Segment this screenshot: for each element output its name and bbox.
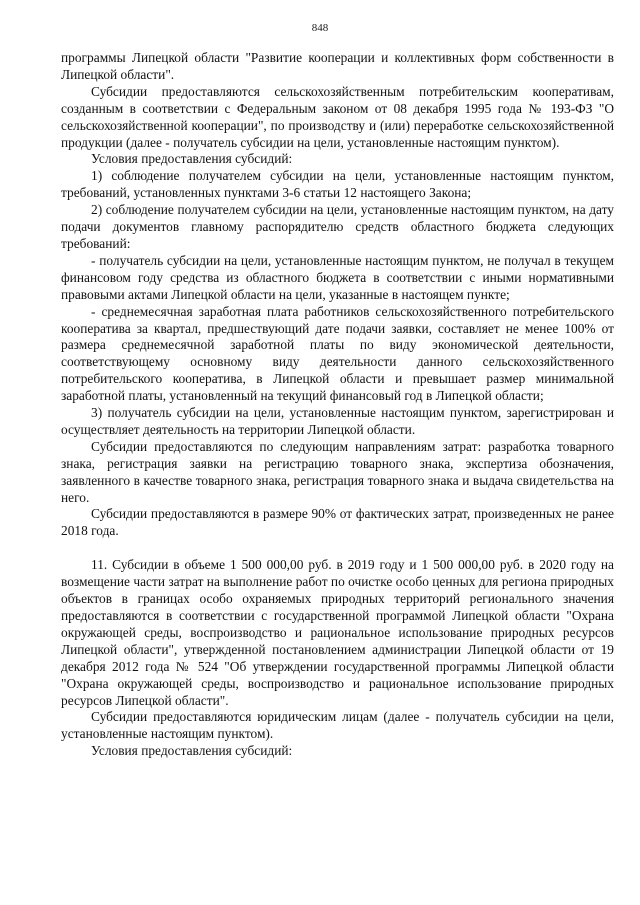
paragraph-condition-3: 3) получатель субсидии на цели, установленные настоящим пунктом, зарегистрирован и осуществляет деятельность на территории Липецкой области. — [61, 405, 614, 437]
page-number: 848 — [311, 22, 329, 34]
paragraph-condition-2: 2) соблюдение получателем субсидии на цели, установленные настоящим пунктом, на дату подачи документов главному распорядителю средств областного бюджета следующих требований: — [61, 202, 614, 251]
paragraph: Субсидии предоставляются по следующим направлениям затрат: разработка товарного знака, регистрация заявки на регистрацию товарного знака, экспертиза обозначения, заявленного в качестве товарного знака, регистрация товарного знака и выдача свидетельства на него. — [61, 438, 614, 505]
paragraph-continuation: программы Липецкой области "Развитие кооперации и коллективных форм собственности в Липецкой области". — [61, 50, 614, 82]
paragraph-condition-1: 1) соблюдение получателем субсидии на цели, установленные настоящим пунктом, требований, установленных пунктами 3-6 статьи 12 настоящего Закона; — [61, 168, 614, 201]
paragraph: Субсидии предоставляются сельскохозяйственным потребительским кооперативам, созданным в соответствии с Федеральным законом от 08 декабря 1995 года № 193-ФЗ "О сельскохозяйственной кооперации", по производству и (или) переработке сельскохозяйственной продукции (далее - получатель субсидии на цели, установленные настоящим пунктом). — [61, 83, 614, 150]
paragraph-bullet: - среднемесячная заработная плата работников сельскохозяйственного потребительского кооператива за квартал, предшествующий дате подачи заявки, составляет не менее 100% от размера среднемесячной заработной платы по виду экономической деятельности, соответствующему основному виду деятельности данного сельскохозяйственного потребительского кооператива, в Липецкой области и превышает размер минимальной заработной платы, установленный на текущий финансовый год в Липецкой области; — [61, 303, 614, 404]
paragraph-section-11: 11. Субсидии в объеме 1 500 000,00 руб. в 2019 году и 1 500 000,00 руб. в 2020 году на возмещение части затрат на выполнение работ по очистке особо ценных для региона природных объектов в границах особо охраняемых природных территорий регионального значения предоставляются в соответствии с государственной программой Липецкой области "Охрана окружающей среды, воспроизводство и рациональное использование природных ресурсов Липецкой области", утвержденной постановлением администрации Липецкой области от 19 декабря 2012 года № 524 "Об утверждении государственной программы Липецкой области "Охрана окружающей среды, воспроизводство и рациональное использование природных ресурсов Липецкой области". — [61, 557, 614, 708]
paragraph: Субсидии предоставляются юридическим лицам (далее - получатель субсидии на цели, установленные настоящим пунктом). — [61, 709, 614, 742]
paragraph-conditions-heading: Условия предоставления субсидий: — [91, 151, 293, 167]
paragraph-conditions-heading: Условия предоставления субсидий: — [91, 743, 293, 759]
paragraph: Субсидии предоставляются в размере 90% от фактических затрат, произведенных не ранее 2018 года. — [61, 506, 614, 539]
paragraph-bullet: - получатель субсидии на цели, установленные настоящим пунктом, не получал в текущем финансовом году средства из областного бюджета в соответствии с иными нормативными правовыми актами Липецкой области на цели, указанные в настоящем пункте; — [61, 252, 614, 302]
document-body — [61, 50, 614, 760]
